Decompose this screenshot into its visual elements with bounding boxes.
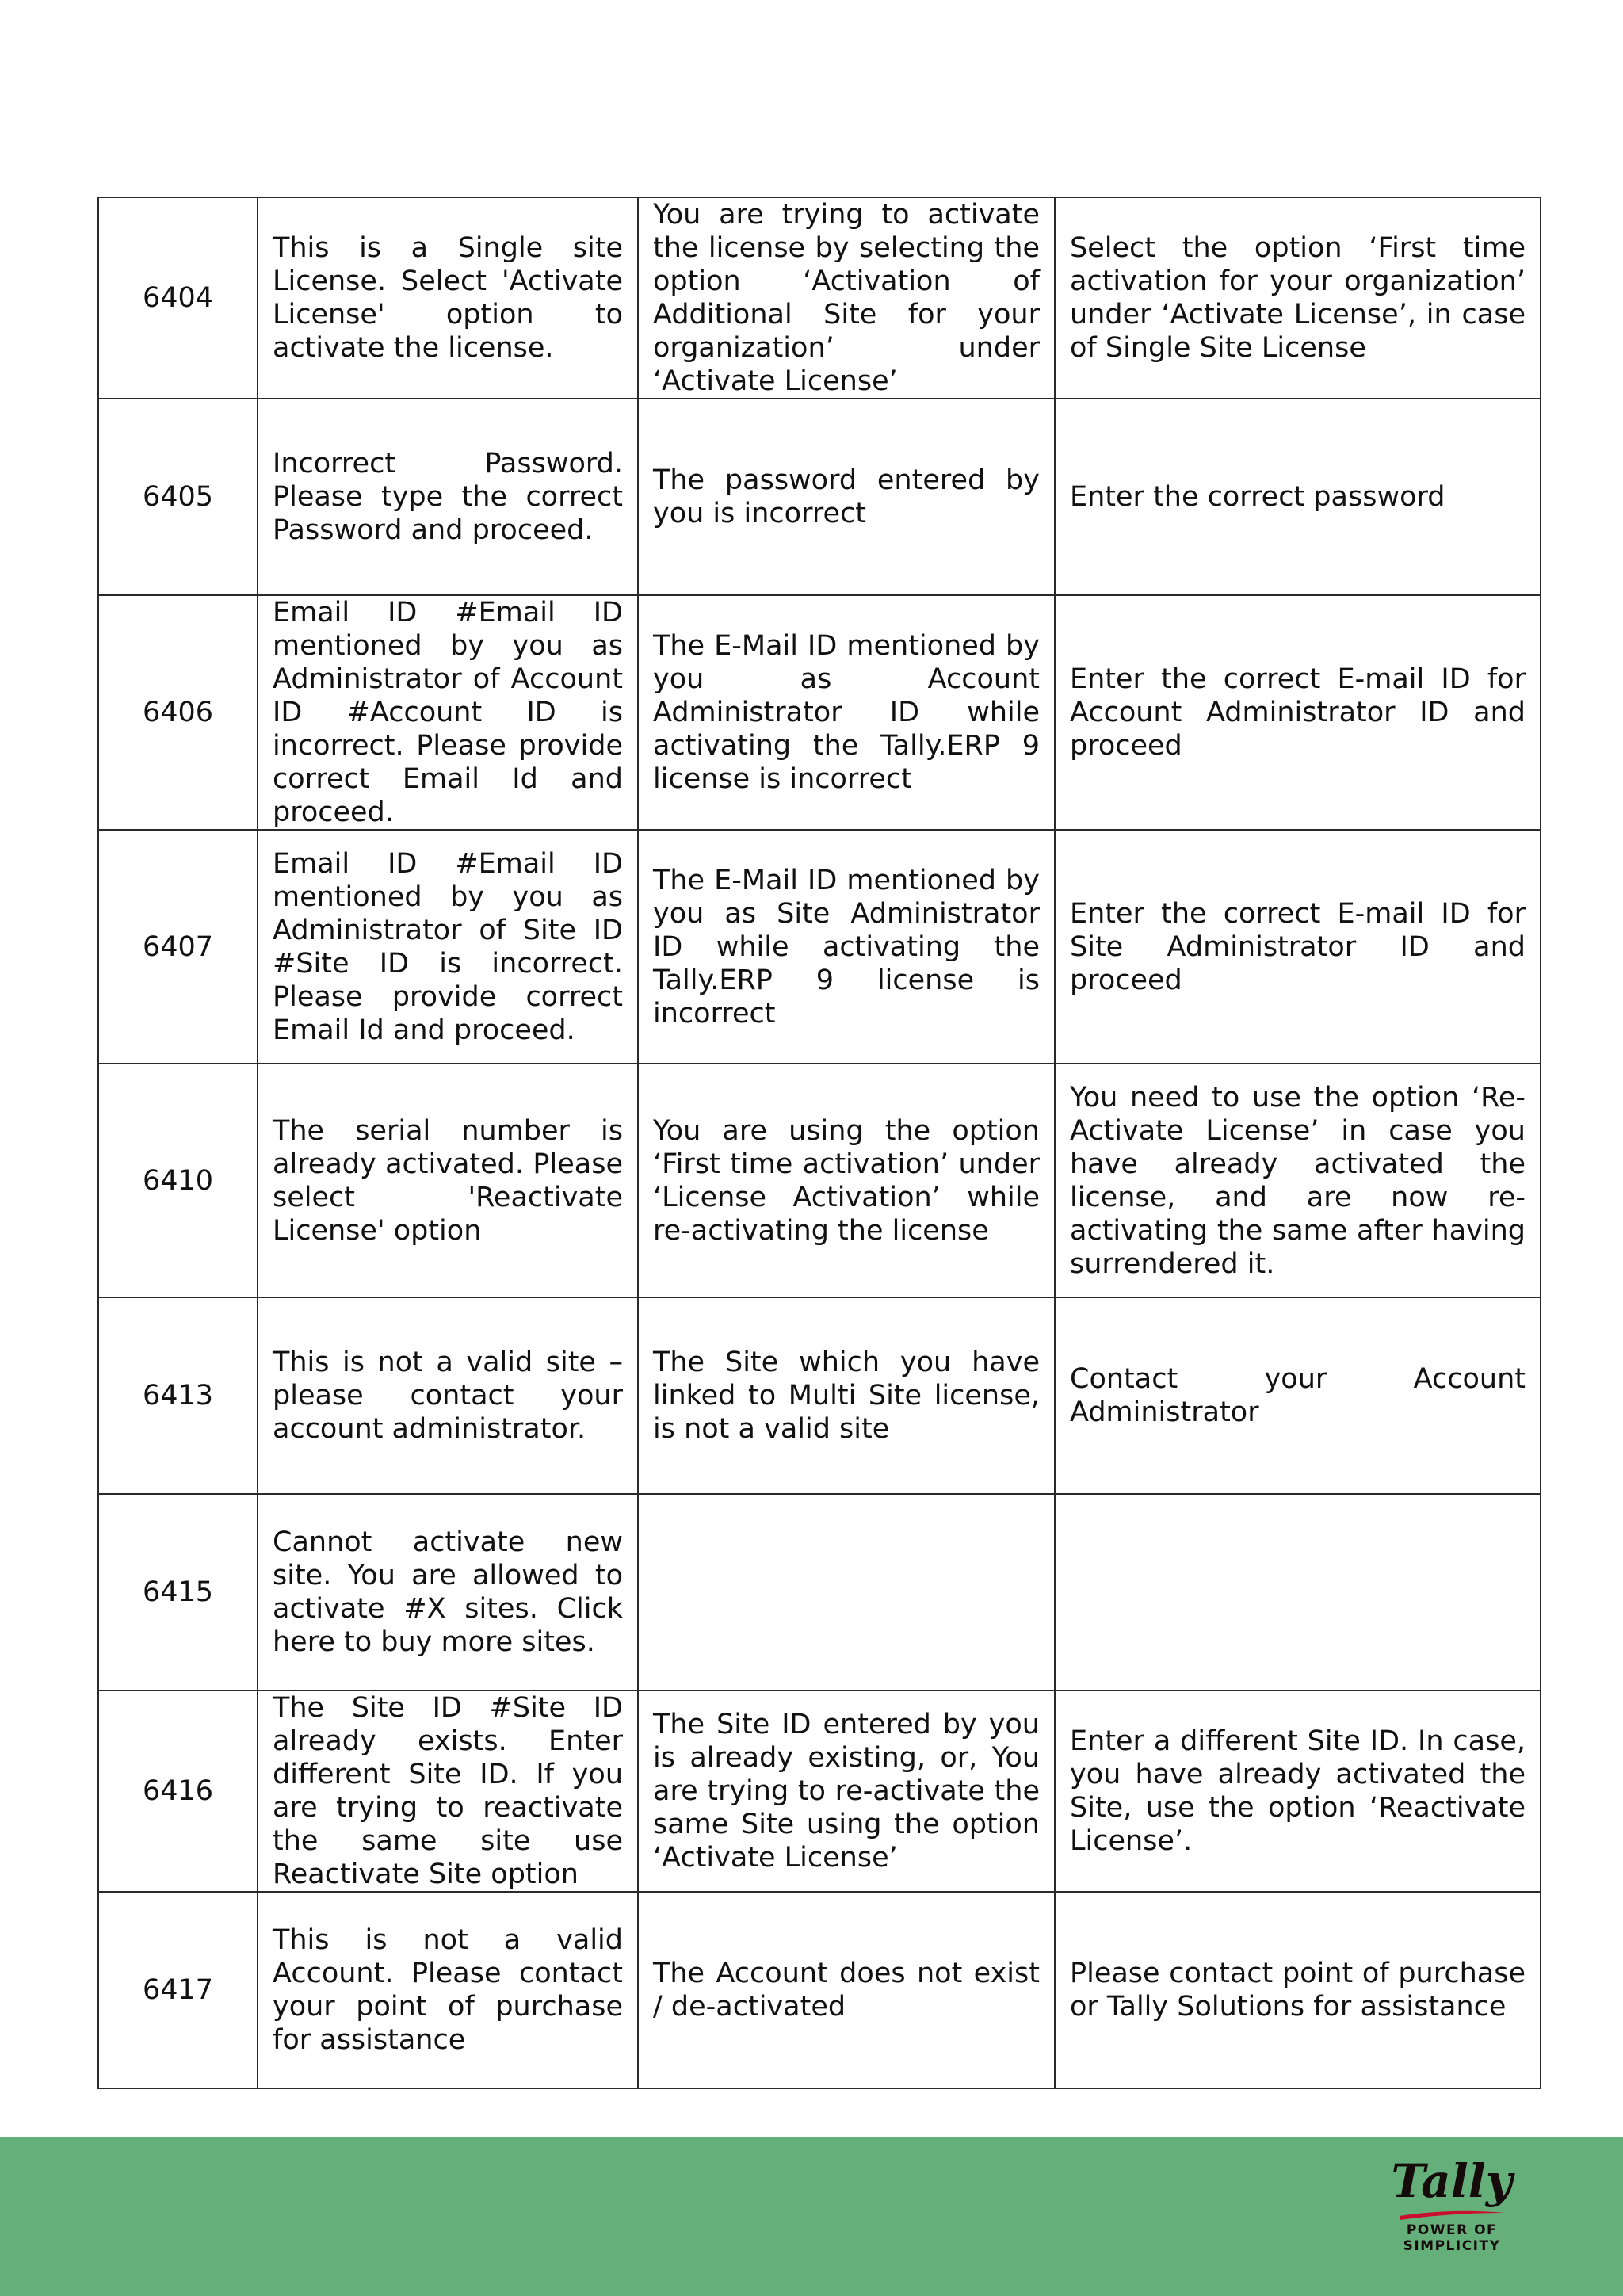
- logo-tagline: POWER OF SIMPLICITY: [1403, 2222, 1501, 2254]
- error-cause-cell: The Account does not exist / de-activated: [638, 1892, 1055, 2088]
- error-resolution-cell: Enter the correct password: [1055, 399, 1541, 595]
- error-message-cell: Incorrect Password. Please type the correct Password and proceed.: [258, 399, 638, 595]
- table-row: [98, 595, 1541, 830]
- error-code-cell: 6416: [98, 1690, 258, 1892]
- error-message-cell: The Site ID #Site ID already exists. Enter different Site ID. If you are trying to reactivate the same site use Reactivate Site option: [258, 1690, 638, 1892]
- error-cause-cell: The E-Mail ID mentioned by you as Account Administrator ID while activating the Tally.ERP 9 license is incorrect: [638, 595, 1055, 830]
- error-cause-cell: You are using the option ‘First time activation’ under ‘License Activation’ while re-activating the license: [638, 1064, 1055, 1297]
- error-message-cell: Cannot activate new site. You are allowed to activate #X sites. Click here to buy more sites.: [258, 1494, 638, 1690]
- error-message-cell: This is a Single site License. Select 'Activate License' option to activate the license.: [258, 197, 638, 399]
- error-code-cell: 6410: [98, 1064, 258, 1297]
- error-code-cell: 6413: [98, 1297, 258, 1494]
- error-cause-cell: [638, 1494, 1055, 1690]
- error-cause-cell: The password entered by you is incorrect: [638, 399, 1055, 595]
- error-resolution-cell: You need to use the option ‘Re-Activate License’ in case you have already activated the license, and are now re-activating the same after having surrendered it.: [1055, 1064, 1541, 1297]
- error-message-cell: Email ID #Email ID mentioned by you as Administrator of Site ID #Site ID is incorrect. Please provide correct Email Id and proceed.: [258, 830, 638, 1064]
- table-row: [98, 1892, 1541, 2088]
- table-row: [98, 1494, 1541, 1690]
- error-resolution-cell: Enter the correct E-mail ID for Account Administrator ID and proceed: [1055, 595, 1541, 830]
- table-row: [98, 1690, 1541, 1892]
- tally-logo: [1357, 2149, 1547, 2254]
- error-code-cell: 6415: [98, 1494, 258, 1690]
- error-message-cell: This is not a valid site – please contact your account administrator.: [258, 1297, 638, 1494]
- table-row: [98, 1064, 1541, 1297]
- table-row: [98, 399, 1541, 595]
- table-row: [98, 1297, 1541, 1494]
- table-row: [98, 830, 1541, 1064]
- error-code-table: [97, 197, 1541, 2089]
- error-resolution-cell: [1055, 1494, 1541, 1690]
- logo-swoosh-icon: [1396, 2206, 1507, 2222]
- error-cause-cell: The E-Mail ID mentioned by you as Site Administrator ID while activating the Tally.ERP 9 license is incorrect: [638, 830, 1055, 1064]
- error-cause-cell: You are trying to activate the license by selecting the option ‘Activation of Additional Site for your organization’ under ‘Activate License’: [638, 197, 1055, 399]
- table-row: [98, 197, 1541, 399]
- error-cause-cell: The Site ID entered by you is already existing, or, You are trying to re-activate the same Site using the option ‘Activate License’: [638, 1690, 1055, 1892]
- error-message-cell: The serial number is already activated. Please select 'Reactivate License' option: [258, 1064, 638, 1297]
- error-resolution-cell: Enter a different Site ID. In case, you have already activated the Site, use the option ‘Reactivate License’.: [1055, 1690, 1541, 1892]
- error-code-cell: 6405: [98, 399, 258, 595]
- error-cause-cell: The Site which you have linked to Multi Site license, is not a valid site: [638, 1297, 1055, 1494]
- error-resolution-cell: Contact your Account Administrator: [1055, 1297, 1541, 1494]
- error-message-cell: Email ID #Email ID mentioned by you as Administrator of Account ID #Account ID is incorrect. Please provide correct Email Id and proceed.: [258, 595, 638, 830]
- error-code-cell: 6417: [98, 1892, 258, 2088]
- error-resolution-cell: Enter the correct E-mail ID for Site Administrator ID and proceed: [1055, 830, 1541, 1064]
- error-code-cell: 6406: [98, 595, 258, 830]
- error-resolution-cell: Select the option ‘First time activation for your organization’ under ‘Activate License’, in case of Single Site License: [1055, 197, 1541, 399]
- error-code-cell: 6407: [98, 830, 258, 1064]
- logo-wordmark: Tally: [1391, 2154, 1513, 2208]
- error-message-cell: This is not a valid Account. Please contact your point of purchase for assistance: [258, 1892, 638, 2088]
- error-code-cell: 6404: [98, 197, 258, 399]
- error-resolution-cell: Please contact point of purchase or Tally Solutions for assistance: [1055, 1892, 1541, 2088]
